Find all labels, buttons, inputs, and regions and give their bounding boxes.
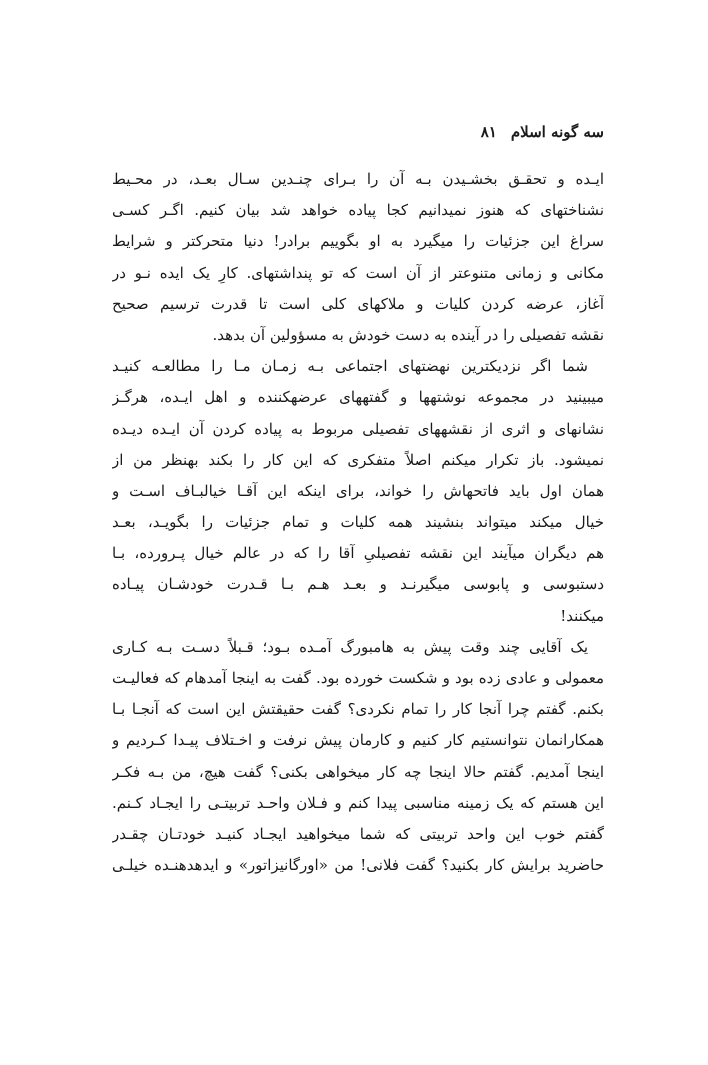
text-line: معمولی و عادی زده بود و شکست خورده بود. گفت به اینجا آمدهام که فعالیـت [112, 669, 604, 687]
text-line: میکنند! [560, 606, 604, 625]
text-line: بکنم. گفتم چرا آنجا کار را تمام نکردی؟ گفت حقیقتش این است که آنجـا بـا [112, 700, 604, 719]
page-number: ۸۱ [480, 123, 497, 141]
text-line: نشناختهای که هنوز نمیدانیم کجا پیاده خواهد شد بیان کنیم. اگـر کسـی [112, 201, 604, 220]
text-line: میبینید در مجموعه نوشتهها و گفتههای عرضهکننده و اهل ایـده، هرگـز [112, 388, 604, 407]
text-line: حاضرید برایش کار بکنید؟ گفت فلانی! من «اورگانیزاتور» و ایدهدهنـده خیلـی [112, 856, 604, 875]
text-line: نقشه تفصیلی را در آینده به دست خودش به مسؤولین آن بدهد. [212, 325, 604, 344]
text-line: خیال میکند میتواند بنشیند همه کلیات و تمام جزئیات را بگویـد، بعـد [112, 513, 604, 532]
text-line: مکانی و زمانی متنوعتر از آن است که تو پنداشتهای. کارِ یک ایده نـو در [112, 263, 604, 282]
body-text [112, 164, 604, 881]
text-line: نشانهای و اثری از نقشههای تفصیلی مربوط به پیاده کردن آن ایـده دیـده [112, 419, 604, 438]
text-line: نمیشود. باز تکرار میکنم اصلاً متفکری که این کار را بکند بهنظر من از [112, 450, 604, 469]
text-line: یک آقایی چند وقت پیش به هامبورگ آمـده بـود؛ قـبلاً دسـت بـه کـاری [112, 637, 588, 656]
text-line: گفتم خوب این واحد تربیتی که شما میخواهید ایجـاد کنیـد خودتـان چقـدر [112, 824, 604, 843]
text-line: شما اگر نزدیکترین نهضتهای اجتماعی بـه زمـان مـا را مطالعـه کنیـد [112, 357, 588, 376]
text-line: اینجا آمدیم. گفتم حالا اینجا چه کار میخواهی بکنی؟ گفت هیچ، من بـه فکـر [112, 762, 604, 781]
text-line: دستبوسی و پابوسی میگیرنـد و بعـد هـم بـا قـدرت خودشـان پیـاده [112, 575, 604, 594]
text-line: این هستم که یک زمینه مناسبی پیدا کنم و فـلان واحـد تربیتـی را ایجـاد کـنم. [112, 793, 604, 812]
text-line: همان اول باید فاتحهاش را خواند، برای اینکه این آقـا خیالبـاف اسـت و [112, 481, 604, 500]
text-line: آغاز، عرضه کردن کلیات و ملاکهای کلی است تا قدرت ترسیم صحیح [112, 294, 604, 313]
book-title: سه گونه اسلام [510, 123, 604, 141]
text-line: ایـده و تحقـق بخشـیدن بـه آن را بـرای چنـدین سـال بعـد، در محـیط [112, 170, 604, 188]
running-header [112, 120, 604, 144]
text-line: هم دیگران میآیند این نقشه تفصیلیِ آقا را که در عالم خیال پـرورده، بـا [112, 544, 604, 563]
text-line: سراغ این جزئیات را میگیرد به او بگوییم برادر! دنیا متحرکتر و شرایط [112, 232, 604, 251]
text-line: همکارانمان نتوانستیم کار کنیم و کارمان پیش نرفت و اخـتلاف پیـدا کـردیم و [112, 731, 604, 750]
